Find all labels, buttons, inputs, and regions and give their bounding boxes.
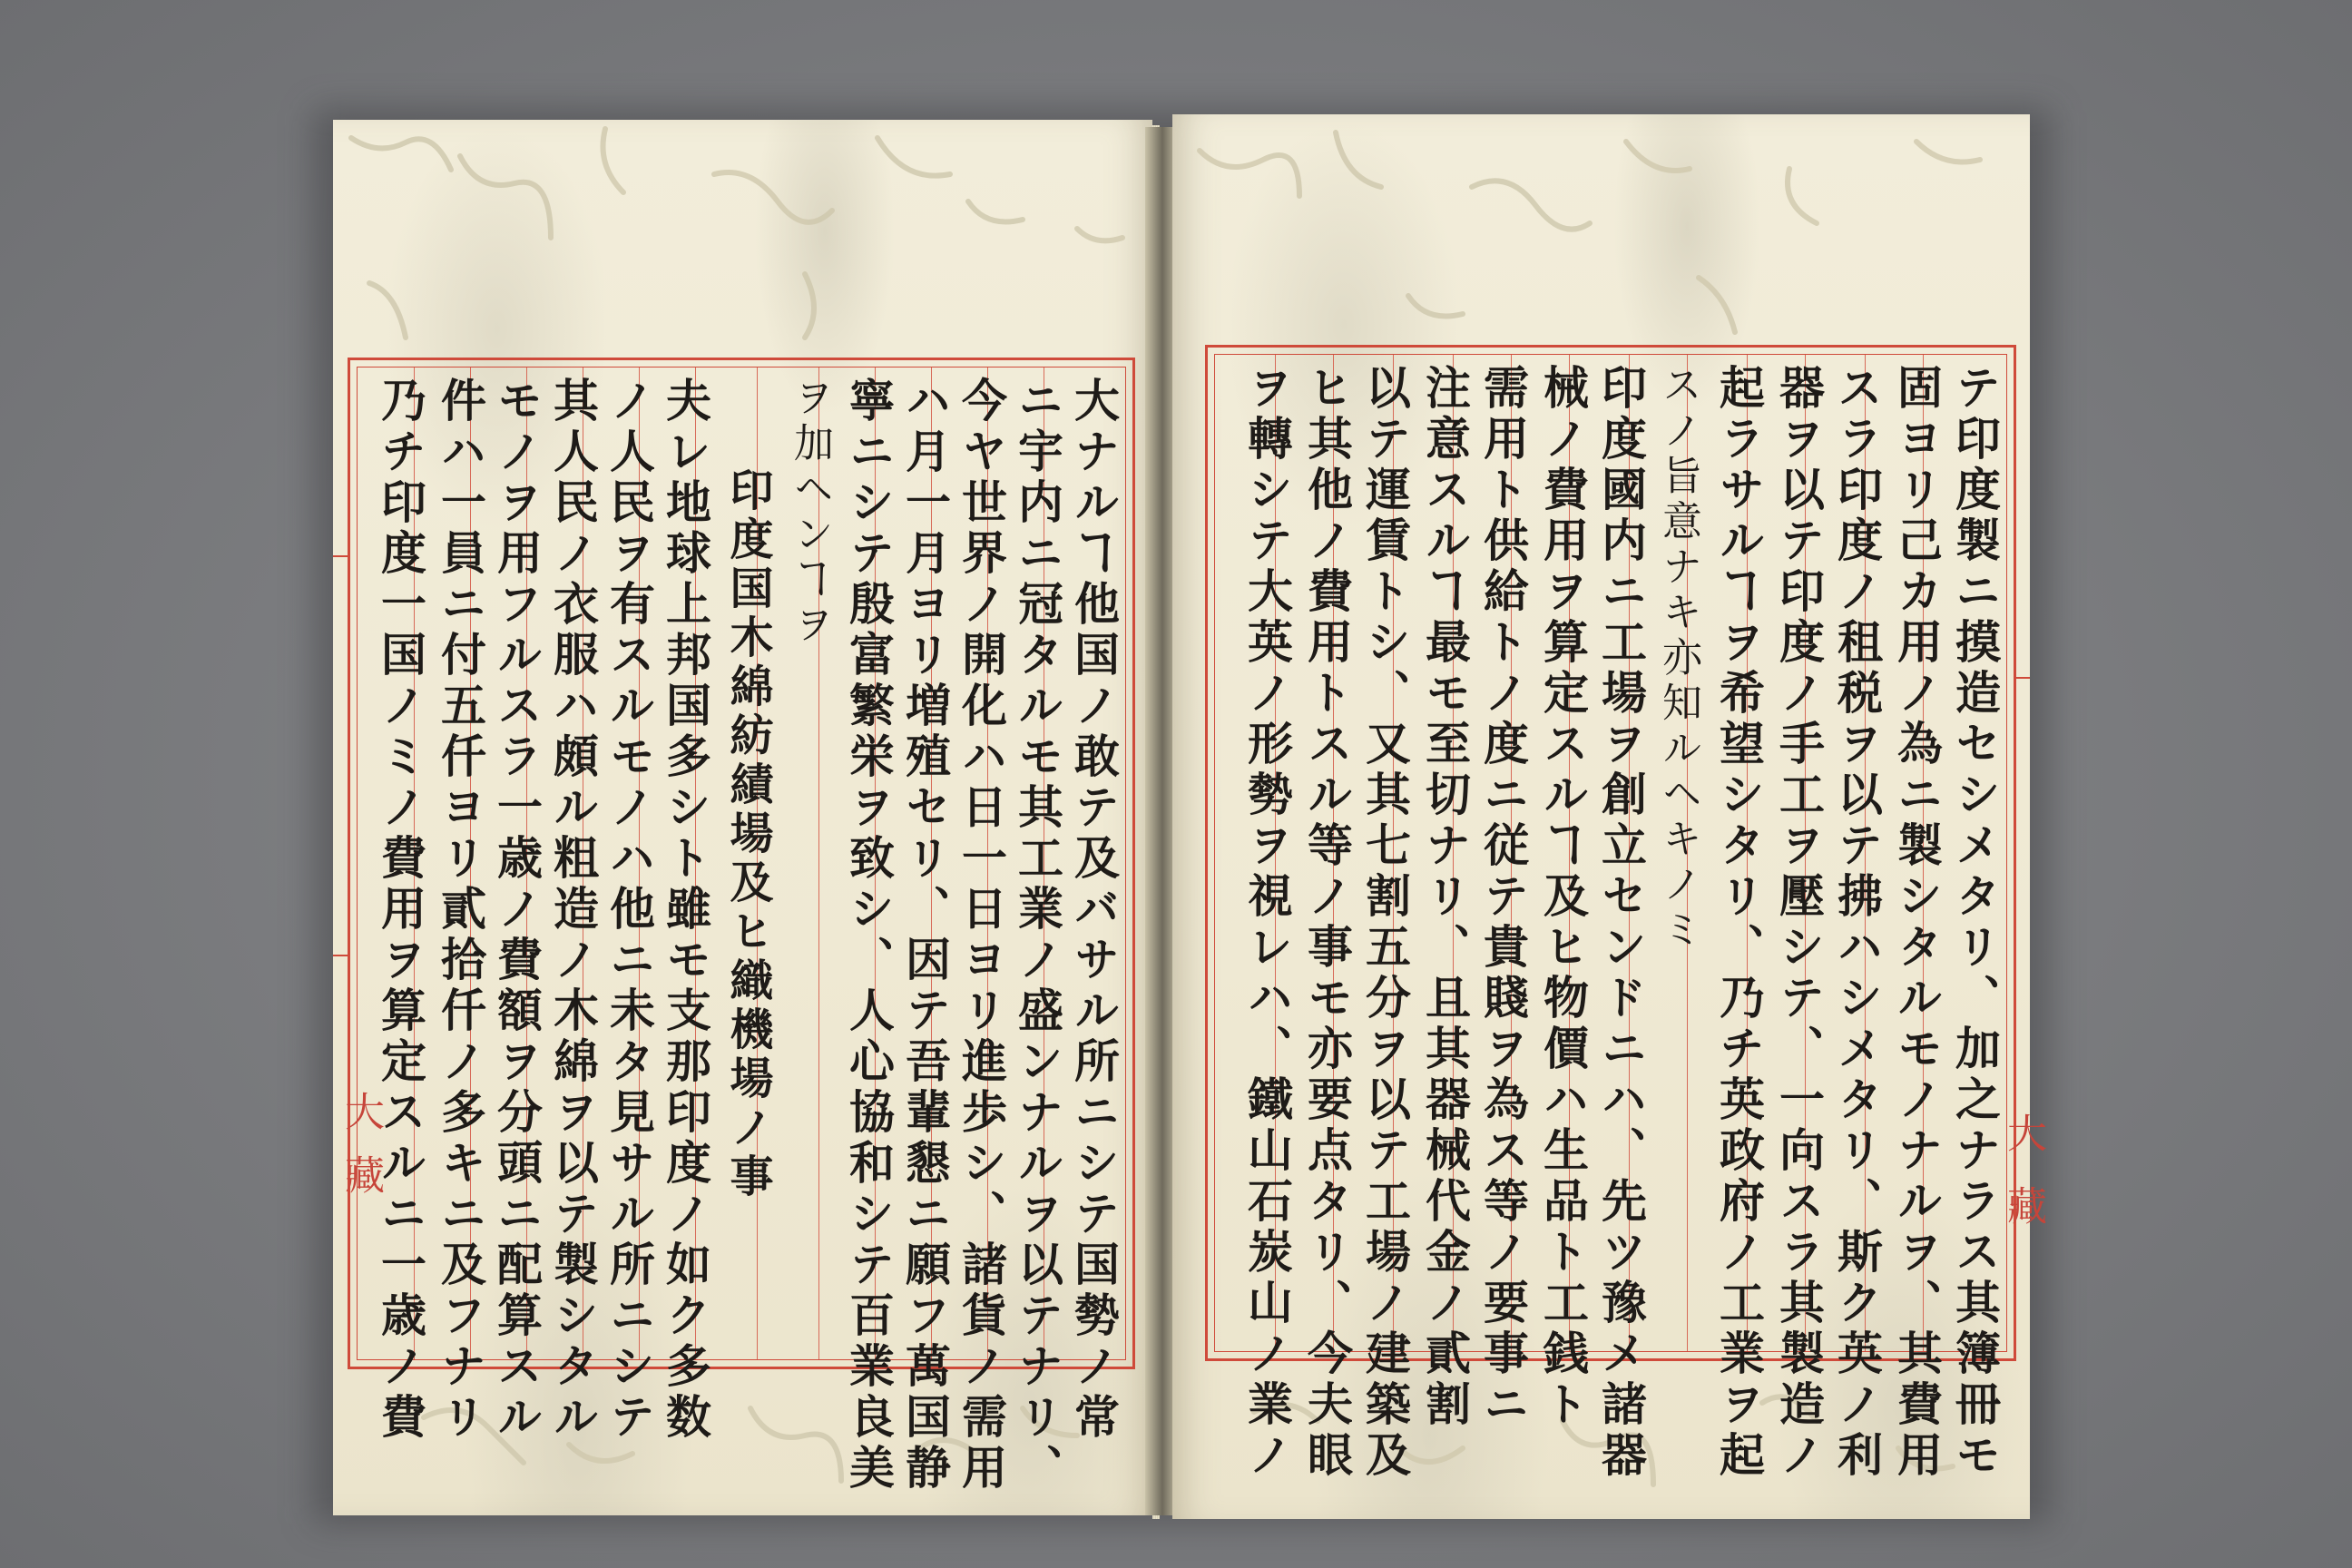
margin-line bbox=[333, 955, 349, 956]
text-column: 印度國内ニ工場ヲ創立センドニハ、先ツ豫メ諸器 bbox=[1594, 364, 1648, 1482]
margin-mark: 大 bbox=[338, 1091, 384, 1131]
text-column: テ印度製ニ摸造セシメタリ、加之ナラス其簿冊モ bbox=[1948, 364, 2002, 1482]
text-column: 起ラサルヿヲ希望シタリ、乃チ英政府ノ工業ヲ起 bbox=[1712, 364, 1766, 1482]
text-column: 械ノ費用ヲ算定スルヿ及ヒ物價ハ生品ト工銭ト bbox=[1536, 364, 1590, 1431]
text-column: 寧ニシテ殷富繁栄ヲ致シ、人心協和シテ百業良美 bbox=[842, 377, 896, 1494]
right-inner-frame bbox=[1214, 354, 2007, 1482]
text-column: ニ宇内ニ冠タルモ其工業ノ盛ンナルヲ以テナリ、 bbox=[1011, 377, 1064, 1494]
text-column: スラ印度ノ租税ヲ以テ拂ハシメタリ、斯ク英ノ利 bbox=[1830, 364, 1884, 1482]
text-column: スノ旨意ナキ亦知ルヘキノミ bbox=[1655, 364, 1701, 954]
text-column: 固ヨリ己カ用ノ為ニ製シタルモノナルヲ、其費用 bbox=[1890, 364, 1944, 1482]
text-column: 其人民ノ衣服ハ頗ル粗造ノ木綿ヲ以テ製シタル bbox=[546, 377, 600, 1444]
text-column: 器ヲ以テ印度ノ手工ヲ壓シテ、一向スラ其製造ノ bbox=[1772, 364, 1826, 1482]
left-inner-frame bbox=[357, 367, 1126, 1494]
text-column: ハ月一月ヨリ増殖セリ、因テ吾輩懇ニ願フ萬国静 bbox=[898, 377, 952, 1494]
text-column: モノヲ用フルスラ一歳ノ費額ヲ分頭ニ配算スル bbox=[490, 377, 544, 1444]
left-page bbox=[333, 120, 1152, 1515]
margin-line bbox=[2014, 677, 2030, 679]
text-column: 件ハ一員ニ付五仟ヨリ貳拾仟ノ多キニ及フナリ bbox=[434, 377, 487, 1444]
margin-mark: 藏 bbox=[338, 1154, 384, 1194]
text-column: ヲ加ヘンヿヲ bbox=[787, 377, 833, 649]
margin-mark: 藏 bbox=[2000, 1185, 2046, 1225]
section-heading: 印度国木綿紡績場及ヒ織機場ノ事 bbox=[722, 467, 773, 1202]
right-page bbox=[1172, 114, 2046, 1519]
text-column: 需用ト供給トノ度ニ従テ貴賤ヲ為ス等ノ要事ニ bbox=[1476, 364, 1530, 1431]
text-column: 注意スルヿ最モ至切ナリ、且其器械代金ノ貳割 bbox=[1418, 364, 1472, 1431]
margin-line bbox=[333, 555, 349, 557]
text-column: ノ人民ヲ有スルモノハ他ニ未タ見サル所ニシテ bbox=[603, 377, 656, 1444]
text-column: 夫レ地球上邦国多シト雖モ支那印度ノ如ク多数 bbox=[659, 377, 712, 1444]
text-column: 乃チ印度一国ノミノ費用ヲ算定スルニ一歳ノ費 bbox=[374, 377, 427, 1444]
text-column: 大ナルヿ他国ノ敢テ及バサル所ニシテ国勢ノ常 bbox=[1067, 377, 1121, 1444]
text-column: 以テ運賃トシ、又其七割五分ヲ以テ工場ノ建築及 bbox=[1358, 364, 1412, 1482]
text-column: ヒ其他ノ費用トスル等ノ事モ亦要点タリ、今夫眼 bbox=[1300, 364, 1354, 1482]
margin-mark: 大 bbox=[2000, 1112, 2046, 1152]
text-column: ヲ轉シテ大英ノ形勢ヲ視レハ、鐵山石炭山ノ業ノ bbox=[1240, 364, 1294, 1482]
text-column: 今ヤ世界ノ開化ハ日一日ヨリ進歩シ、諸貨ノ需用 bbox=[955, 377, 1008, 1494]
